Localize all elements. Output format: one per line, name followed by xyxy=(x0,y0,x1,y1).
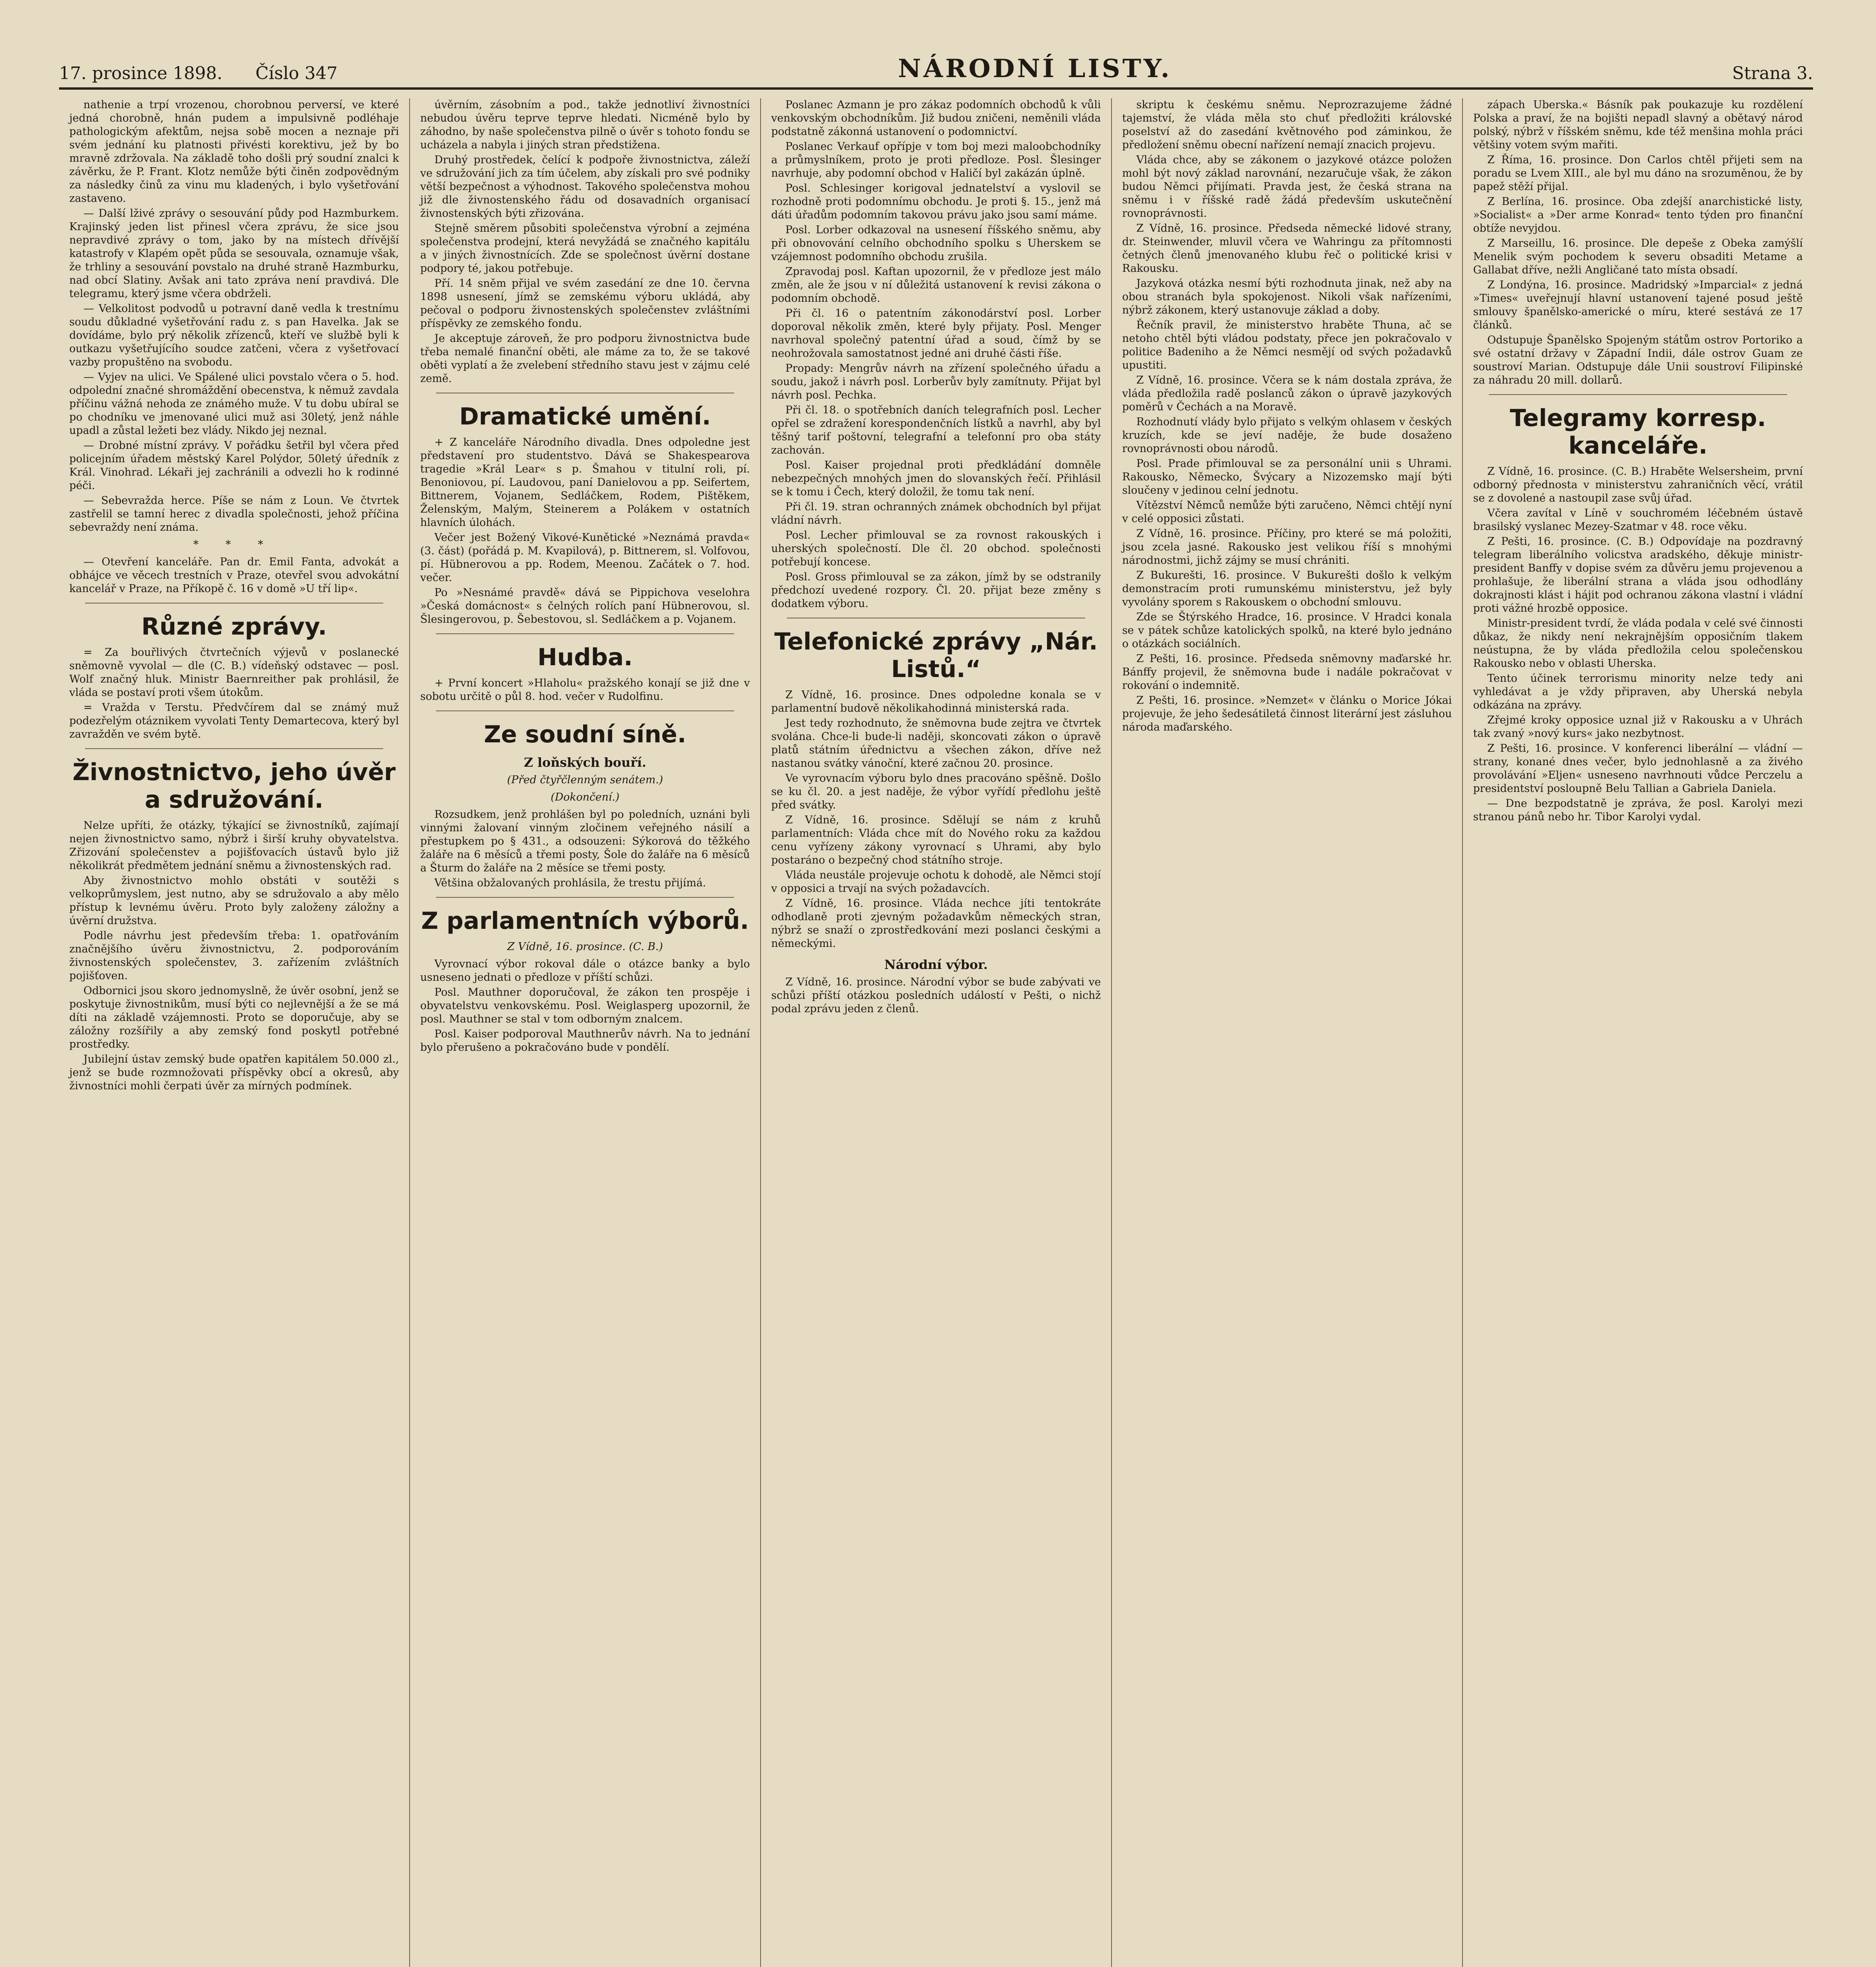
article-paragraph: = Za bouřlivých čtvrtečních výjevů v poslanecké sněmovně vyvolal — dle (C. B.) vídeňský odstavec — posl. Wolf značný hluk. Ministr Baernreither pak prohlásil, že vláda se postaví proti všem útokům. xyxy=(69,646,399,699)
article-paragraph: zápach Uberska.« Básník pak poukazuje ku rozdělení Polska a praví, že na bojišti nepadl slavný a obětavý národ polský, nýbrž v říšském sněmu, kde též menšina mohla práci většiny votem svým mařiti. xyxy=(1473,99,1803,151)
masthead-left xyxy=(59,63,338,83)
article-paragraph: Z Pešti, 16. prosince. V konferenci liberální — vládní — strany, konané dnes večer, bylo jednohlasně a za živého provolávání »Eljen« usneseno navrhnouti vůdce Perczelu a presidentství posloupně Belu Tallian a Gabriela Daniela. xyxy=(1473,742,1803,795)
article-paragraph: Z Pešti, 16. prosince. Předseda sněmovny maďarské hr. Bánffy projevil, že sněmovna bude i nadále pokračovat v rokování o indemnitě. xyxy=(1122,653,1452,692)
article-paragraph: Posl. Lorber odkazoval na usnesení říšského sněmu, aby při obnovování celního obchodního spolku s Uherskem se vzájemnost podomního obchodu zrušila. xyxy=(771,224,1101,263)
divider xyxy=(1489,394,1787,395)
article-paragraph: Stejně směrem působiti společenstva výrobní a zejména společenstva prodejní, která nevyžádá se značného kapitálu a v jiných živnostnících. Zde se společnost úvěrní dostane podpory té, jakou potřebuje. xyxy=(420,222,750,275)
article-paragraph: Posl. Gross přimlouval se za zákon, jímž by se odstranily předchozí uvedené rozpory. Čl. 20. přijat beze změny s dodatkem výboru. xyxy=(771,571,1101,610)
article-paragraph: Je akceptuje zároveň, že pro podporu živnostnictva bude třeba nemalé finanční oběti, ale máme za to, že se takové oběti vyplatí a že zvelebení středního stavu jest v zájmu celé země. xyxy=(420,332,750,385)
page-number: Strana 3. xyxy=(1732,63,1813,83)
article-paragraph: Odbornici jsou skoro jednomyslně, že úvěr osobní, jenž se poskytuje živnostnikům, musí býti co nejlevnější a že se má díti na základě vzájemnosti. Proto se doporučuje, aby se záložny rozšířily a aby zemský fond poskytl potřebné prostředky. xyxy=(69,985,399,1050)
issue-date: 17. prosince 1898. xyxy=(59,63,223,83)
section-heading: Telegramy korresp. kanceláře. xyxy=(1510,404,1766,459)
article-paragraph: + Z kanceláře Národního divadla. Dnes odpoledne jest představení pro studentstvo. Dává se Shakespearova tragedie »Král Lear« s p. Šmahou v titulní roli, pí. Benoniovou, pí. Laudovou, paní Danielovou a pp. Seifertem, Bittnerem, Vojanem, Sedláčkem, Rodem, Pištěkem, Želenským, Malým, Steinerem a Polákem v ostatních hlavních úlohách. xyxy=(420,436,750,529)
section-heading: Ze soudní síně. xyxy=(484,721,687,748)
article-paragraph: Poslanec Verkauf opřípje v tom boj mezi maloobchodníky a průmyslníkem, proto je proti předloze. Posl. Šlesinger navrhuje, aby podomní obchod v Haličí byl zakázán úplně. xyxy=(771,140,1101,179)
article-paragraph: — Dne bezpodstatně je zpráva, že posl. Karolyi mezi stranou pánů nebo hr. Tibor Karolyi vydal. xyxy=(1473,797,1803,823)
article-paragraph: Podle návrhu jest především třeba: 1. opatřováním značnějšího úvěru živnostnictvu, 2. podporováním živnostenských společenstev, 3. zařízením zvláštních pojišťoven. xyxy=(69,930,399,982)
column-5 xyxy=(1463,98,1813,1967)
article-paragraph: Z Říma, 16. prosince. Don Carlos chtěl přijeti sem na poradu se Lvem XIII., ale byl mu dáno na srozuměnou, že by papež stěží přijal. xyxy=(1473,154,1803,193)
article-paragraph: skriptu k českému sněmu. Neprozrazujeme žádné tajemství, že vláda měla sto chuť předložiti královské poselství až do zasedání květnového pod záminkou, že předložení sněmu obecní nařízení nemají znacich projevu. xyxy=(1122,99,1452,151)
article-paragraph: Z Vídně, 16. prosince. (C. B.) Hraběte Welsersheim, první odborný přednosta v ministerstvu zahraničních věcí, vrátil se z dovolené a nastoupil zase svůj úřad. xyxy=(1473,465,1803,504)
article-paragraph: Jubilejní ústav zemský bude opatřen kapitálem 50.000 zl., jenž se bude rozmnožovati příspěvky obcí a okresů, aby živnostníci mohli čerpati úvěr za mírných podmínek. xyxy=(69,1053,399,1092)
article-paragraph: Včera zavítal v Líně v souchromém léčebném ústavě brasilský vyslanec Mezey-Szatmar v 48. roce věku. xyxy=(1473,507,1803,533)
article-paragraph: Z Vídně, 16. prosince. Příčiny, pro které se má položiti, jsou zcela jasné. Rakousko jest velikou říší s mnohými národnostmi, jichž zájmy se musí chrániti. xyxy=(1122,528,1452,566)
article-paragraph: — Sebevražda herce. Píše se nám z Loun. Ve čtvrtek zastřelil se tamní herec z divadla společnosti, jehož příčina sebevraždy není známa. xyxy=(69,495,399,533)
article-paragraph: Z Vídně, 16. prosince. Včera se k nám dostala zpráva, že vláda předložila radě poslanců zákon o úpravě jazykových poměrů v Čechách a na Moravě. xyxy=(1122,374,1452,413)
subtitle: (Před čtyřčlenným senátem.) xyxy=(507,774,663,786)
masthead xyxy=(59,51,1813,90)
article-paragraph: Pří. 14 sněm přijal ve svém zasedání ze dne 10. června 1898 usnesení, jímž se zemskému výboru ukládá, aby pečoval o podporu živnostenských společenstev zvláštními příspěvky ze zemského fondu. xyxy=(420,277,750,330)
article-columns xyxy=(59,98,1813,1967)
section-heading: Dramatické umění. xyxy=(459,403,711,430)
article-paragraph: Tento účinek terrorismu minority nelze tedy ani vyhledávat a je vždy připraven, aby Uherská nebyla odkázána na zprávy. xyxy=(1473,672,1803,711)
article-paragraph: Z Pešti, 16. prosince. (C. B.) Odpovídaje na pozdravný telegram liberálního volicstva aradského, děkuje ministr-president Banffy v dopise svém za důvěru jemu projevenou a prohlašuje, že liberální strana a vláda jsou odhodlány dokrajnosti klást i hájit pod ochranou zákona vlastní i vládní proti vážné hrozbě opposice. xyxy=(1473,535,1803,614)
divider xyxy=(436,710,734,711)
article-paragraph: Po »Nesnámé pravdě« dává se Pippichova veselohra »Česká domácnost« s čelných rolích paní Hübnerovou, sl. Šlesingerovou, p. Šebestovou, sl. Sedláčkem a p. Vojanem. xyxy=(420,587,750,626)
issue-number: Číslo 347 xyxy=(255,63,338,83)
article-paragraph: + První koncert »Hlaholu« pražského konají se již dne v sobotu určitě o půl 8. hod. večer v Rudolfinu. xyxy=(420,677,750,703)
article-paragraph: Při čl. 16 o patentním zákonodárství posl. Lorber doporoval několik změn, které byly přijaty. Posl. Menger navrhoval společný patentní úřad a soud, čímž by se neohrožovala samostatnost jedné ani druhé části říše. xyxy=(771,307,1101,360)
article-paragraph: Posl. Kaiser projednal proti předkládání domněle nebezpečných mnohých jmen do slovanských řečí. Přihlásil se k tomu i Čech, který doložil, že tomu tak není. xyxy=(771,459,1101,498)
article-paragraph: Vláda chce, aby se zákonem o jazykové otázce položen mohl být nový základ narovnání, nezaručuje však, že zákon budou Němci přijímati. Pravda jest, že česká strana na sněmu i v říšské radě žádá především uskutečnění rovnoprávnosti. xyxy=(1122,154,1452,220)
article-paragraph: nathenie a trpí vrozenou, chorobnou perversí, ve které jedná chorobně, hnán pudem a impulsivně podléhaje pathologickým afektům, nejsa sobě mocen a neznaje při svém jednání ku platnosti přivésti korektivu, jež by bo mravně zdržovala. Na základě toho došli prý soudní znalci k závěrku, že P. Frant. Klotz nemůže býti činěn zodpovědným za následky činů za vinu mu kladených, i bylo vyšetřování zastaveno. xyxy=(69,99,399,205)
column-3 xyxy=(761,98,1112,1967)
article-paragraph: Většina obžalovaných prohlásila, že trestu přijímá. xyxy=(434,877,706,889)
article-paragraph: Posl. Schlesinger korigoval jednatelství a vyslovil se rozhodně proti podomnímu obchodu. Je proti §. 15., jenž má dáti úřadům podomním takovou právu jako jsou samí máme. xyxy=(771,182,1101,221)
section-heading: Z parlamentních výborů. xyxy=(421,907,749,935)
article-paragraph: Ve vyrovnacím výboru bylo dnes pracováno spěšně. Došlo se ku čl. 20. a jest naděje, že výbor vyřídí předlohu ještě před svátky. xyxy=(771,772,1101,811)
article-paragraph: Vláda neustále projevuje ochotu k dohodě, ale Němci stojí v opposici a trvají na svých požadavcích. xyxy=(771,869,1101,895)
section-heading: Hudba. xyxy=(537,644,633,671)
subtitle: (Dokončení.) xyxy=(550,791,620,803)
column-2 xyxy=(410,98,761,1967)
divider xyxy=(436,897,734,898)
article-paragraph: Z Berlína, 16. prosince. Oba zdejší anarchistické listy, »Socialist« a »Der arme Konrad« tento týden pro finanční obtíže nevyjdou. xyxy=(1473,196,1803,234)
article-paragraph: Ministr-president tvrdí, že vláda podala v celé své činnosti důkaz, že nikdy není nekrajnějším opposičním tlakem neústupna, že by vláda předložila celou společenskou Rakousko nebo v oblasti Uherska. xyxy=(1473,617,1803,670)
subsection-heading: Národní výbor. xyxy=(884,957,988,972)
article-paragraph: Propady: Mengrův návrh na zřízení společného úřadu a soudu, jakož i návrh posl. Lorberův byly zamítnuty. Přijat byl návrh posl. Pechka. xyxy=(771,362,1101,401)
article-paragraph: Při čl. 18. o spotřebních daních telegrafních posl. Lecher opřel se zdražení korespondenčních lístků a navrhl, aby byl těšný tarif poštovní, telegrafní a telefonní pro oba státy zachován. xyxy=(771,404,1101,456)
article-paragraph: = Vražda v Terstu. Předvčírem dal se známý muž podezřelým otáznikem vyvolati Tenty Demartecova, který byl zavražděn ve svém bytě. xyxy=(69,701,399,740)
article-paragraph: — Velkolitost podvodů u potravní daně vedla k trestnímu soudu důkladné vyšetřování radu z. s pan Havelka. Jak se dovídáme, bylo prý několik zřízenců, kteří ve službě byli k outkazu vyšetřujícího soudce zatčeni, včera z vyšetřovací vazby propuštěno na svobodu. xyxy=(69,303,399,368)
article-paragraph: Jazyková otázka nesmí býti rozhodnuta jinak, než aby na obou stranách byla spokojenost. Nikoli však nařízeními, nýbrž zákonem, který ustanovuje základ a doby. xyxy=(1122,277,1452,316)
article-paragraph: Z Vídně, 16. prosince. Vláda nechce jíti tentokráte odhodlaně proti zjevným požadavkům německých stran, nýbrž se snaží o zprostředkování mezi poslanci českými a německými. xyxy=(771,897,1101,950)
divider xyxy=(436,633,734,634)
subsection-heading: Z loňských bouří. xyxy=(524,755,646,770)
column-1 xyxy=(59,98,410,1967)
article-paragraph: Nelze upříti, že otázky, týkající se živnostníků, zajímají nejen živnostnictvo samo, nýbrž i širší kruhy obyvatelstva. Zřizování společenstev a pojišťovacích ústavů bylo již několikrát předmětem jednání sněmu a živnostenských rad. xyxy=(69,819,399,872)
article-paragraph: Rozsudkem, jenž prohlášen byl po poledních, uznáni byli vinnými žalovaní vinným zločinem veřejného násilí a přestupkem po § 431., a odsouzeni: Sýkorová do těžkého žaláře na 6 měsíců a třemi posty, Šole do žaláře na 6 měsíců a Šturm do žaláře na 2 měsíce se třemi posty. xyxy=(420,808,750,874)
article-paragraph: Z Pešti, 16. prosince. »Nemzet« v článku o Morice Jókai projevuje, že jeho šedesátiletá činnost literární jest zásluhou národa maďarského. xyxy=(1122,694,1452,733)
section-heading: Živnostnictvo, jeho úvěr a sdružování. xyxy=(72,758,396,814)
section-heading: Různé zprávy. xyxy=(141,613,327,640)
section-heading: Telefonické zprávy „Nár. Listů.“ xyxy=(774,628,1098,683)
article-paragraph: Posl. Prade přimlouval se za personální unii s Uhrami. Rakousko, Německo, Švýcary a Nizozemsko mají býti sloučeny v jedinou celní jednotu. xyxy=(1122,458,1452,496)
article-paragraph: Posl. Mauthner doporučoval, že zákon ten prospěje i obyvatelstvu venkovskému. Posl. Weiglasperg upozornil, že posl. Mauthner se stal v tom odborným znalcem. xyxy=(420,986,750,1025)
article-paragraph: Jest tedy rozhodnuto, že sněmovna bude zejtra ve čtvrtek svolána. Chce-li bude-li naději, skoncovati zákon o úpravě platů státním úřednictvu a všechen zákon, dříve než nastanou svátky vánoční, které začnou 20. prosince. xyxy=(771,717,1101,769)
article-paragraph: Zřejmé kroky opposice uznal již v Rakousku a v Uhrách tak zvaný »nový kurs« jako nezbytnost. xyxy=(1473,714,1803,740)
article-paragraph: úvěrním, zásobním a pod., takže jednotliví živnostníci nebudou úvěru teprve teprve hledati. Nicméně bylo by záhodno, by naše společenstva pilně o úvěr s tohoto fondu se ucházela a nabyla i jiných stran předstižena. xyxy=(420,99,750,151)
article-paragraph: Posl. Lecher přimlouval se za rovnost rakouských i uherských společností. Dle čl. 20 obchod. společnosti potřebují koncese. xyxy=(771,529,1101,568)
article-paragraph: Večer jest Božený Vikové-Kunětické »Neznámá pravda« (3. část) (pořádá p. M. Kvapilová), p. Bittnerem, sl. Volfovou, pí. Hübnerovou a pp. Rodem, Meenou. Začátek o 7. hod. večer. xyxy=(420,531,750,584)
article-paragraph: Z Marseillu, 16. prosince. Dle depeše z Obeka zamýšlí Menelik svým pochodem k severu obsaditi Metame a Gallabat dříve, nežli Angličané tato místa obsadí. xyxy=(1473,237,1803,276)
article-paragraph: — Drobné místní zprávy. V pořádku šetřil byl včera před policejním úřadem městský Karel Polýdor, 50letý úředník z Král. Vinohrad. Lékaři jej zachránili a odvezli ho k rodinné péči. xyxy=(69,439,399,492)
article-paragraph: Z Vídně, 16. prosince. Předseda německé lidové strany, dr. Steinwender, mluvil včera ve Wahringu za přítomnosti četných členů jmenovaného klubu řeč o politické krisi v Rakousku. xyxy=(1122,222,1452,275)
article-paragraph: Rozhodnutí vlády bylo přijato s velkým ohlasem v českých kruzích, kde se jeví naděje, že bude dosaženo rovnoprávnosti obou národů. xyxy=(1122,416,1452,455)
article-paragraph: Vítězství Němců nemůže býti zaručeno, Němci chtějí nyní v celé opposici zůstati. xyxy=(1122,499,1452,525)
article-paragraph: Druhý prostředek, čelící k podpoře živnostnictva, záleží ve sdružování jich za tím účelem, aby získali pro své podniky větší bezpečnost a výhodnost. Takového společenstva mohou již dle živnostenského řádu od dosavadních organisací živnostenských býti zřizována. xyxy=(420,154,750,220)
article-paragraph: Z Vídně, 16. prosince. Dnes odpoledne konala se v parlamentní budově několikahodinná ministerská rada. xyxy=(771,689,1101,714)
article-paragraph: Zpravodaj posl. Kaftan upozornil, že v předloze jest málo změn, ale že jsou v ní důležitá ustanovení k revisi zákona o podomním obchodě. xyxy=(771,266,1101,304)
article-paragraph: Z Vídně, 16. prosince. Sdělují se nám z kruhů parlamentních: Vláda chce mít do Nového roku za každou cenu vyřízeny zákony vyrovnací s Uhrami, aby bylo postaráno o bezpečný chod státního stroje. xyxy=(771,814,1101,866)
article-paragraph: Z Londýna, 16. prosince. Madridský »Imparcial« z jedná »Times« uveřejnují hlavní ustanovení tajené posud ještě smlouvy španělsko-americké o míru, které sestává ze 17 článků. xyxy=(1473,279,1803,331)
article-paragraph: — Vyjev na ulici. Ve Spálené ulici povstalo včera o 5. hod. odpolední značné shromáždění obecenstva, k němuž zavdala příčinu vážná nehoda ze známého muže. V tu dobu ubíral se po chodníku ve jmenované ulici muž asi 30letý, jenž náhle upadl a zůstal ležeti bez vlády. Nikdo jej neznal. xyxy=(69,371,399,437)
divider xyxy=(85,748,383,749)
article-paragraph: Řečník pravil, že ministerstvo hraběte Thuna, ač se netoho chtěl býti vládou podstaty, přece jen pokračovalo v politice Badeniho a že Němci nesmějí od svých požadavků upustiti. xyxy=(1122,319,1452,371)
article-paragraph: Z Vídně, 16. prosince. Národní výbor se bude zabývati ve schůzi příští otázkou posledních událostí v Pešti, o nichž podal zprávu jeden z členů. xyxy=(771,976,1101,1015)
article-paragraph: Při čl. 19. stran ochranných známek obchodních byl přijat vládní návrh. xyxy=(771,501,1101,526)
dateline: Z Vídně, 16. prosince. (C. B.) xyxy=(507,941,663,953)
article-paragraph: Z Bukurešti, 16. prosince. V Bukurešti došlo k velkým demonstracím proti rumunskému ministerstvu, jež byly vyvolány sporem s Rakouskem o obchodní smlouvu. xyxy=(1122,569,1452,608)
article-paragraph: — Otevření kanceláře. Pan dr. Emil Fanta, advokát a obhájce ve věcech trestních v Praze, otevřel svou advokátní kancelář v Praze, na Příkopě č. 16 v domě »U tří lip«. xyxy=(69,556,399,595)
article-paragraph: Odstupuje Španělsko Spojeným státům ostrov Portoriko a své ostatní državy v Západní Indii, dále ostrov Guam ze soustroví Marian. Odstupuje dále Unii soustroví Filipinské za náhradu 20 mill. dollarů. xyxy=(1473,334,1803,386)
column-4 xyxy=(1112,98,1463,1967)
article-paragraph: — Další lživé zprávy o sesouvání půdy pod Hazmburkem. Krajinský jeden list přinesl včera zprávu, že sice jsou nepravdivé zprávy o tom, jako by na místech dřívější katastrofy v Klapém opět půda se sesouvala, oznamuje však, že trhliny a sesouvání povstalo na druhé straně Hazmburku, nad obcí Slatiny. Avšak ani tato zpráva není pravdivá. Dle telegramu, který jsme včera obdrželi. xyxy=(69,207,399,300)
article-paragraph: Posl. Kaiser podporoval Mauthnerův návrh. Na to jednání bylo přerušeno a pokračováno bude v pondělí. xyxy=(420,1028,750,1054)
section-stars: * * * xyxy=(193,539,275,551)
article-paragraph: Poslanec Azmann je pro zákaz podomních obchodů k vůli venkovským obchodníkům. Již budou zničeni, neměnili vláda podstatně zákonná ustanovení o podomnictví. xyxy=(771,99,1101,138)
newspaper-title: NÁRODNÍ LISTY. xyxy=(898,54,1172,83)
article-paragraph: Vyrovnací výbor rokoval dále o otázce banky a bylo usneseno jednati o předloze v příští schůzi. xyxy=(420,958,750,984)
article-paragraph: Zde se Štýrského Hradce, 16. prosince. V Hradci konala se v pátek schůze katolických spolků, na které bylo jednáno o otázkách sociálních. xyxy=(1122,611,1452,650)
article-paragraph: Aby živnostnictvo mohlo obstáti v soutěži s velkoprůmyslem, jest nutno, aby se sdružovalo a aby mělo přístup k levnému úvěru. Proto byly založeny záložny a úvěrní družstva. xyxy=(69,875,399,927)
